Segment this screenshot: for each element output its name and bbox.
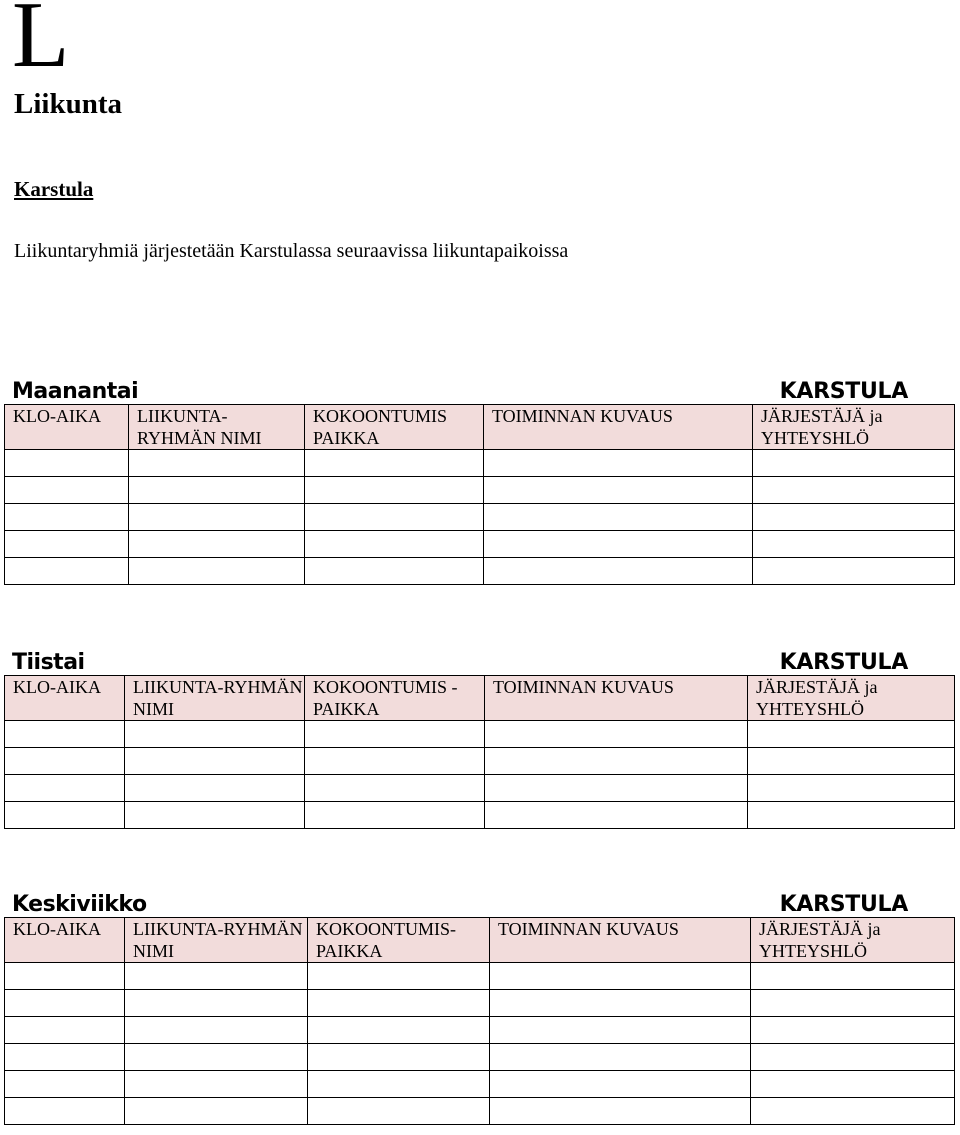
table-cell[interactable] xyxy=(308,1098,490,1125)
day-name: Keskiviikko xyxy=(12,892,147,917)
table-cell[interactable] xyxy=(125,721,305,748)
column-header-meeting-place: KOKOONTUMIS-PAIKKA xyxy=(308,918,490,963)
table-cell[interactable] xyxy=(125,1098,308,1125)
table-cell[interactable] xyxy=(125,1071,308,1098)
table-cell[interactable] xyxy=(305,748,485,775)
table-cell[interactable] xyxy=(490,1017,751,1044)
table-cell[interactable] xyxy=(485,748,748,775)
table-cell[interactable] xyxy=(751,1098,955,1125)
table-cell[interactable] xyxy=(484,504,753,531)
table-cell[interactable] xyxy=(5,1071,125,1098)
day-heading xyxy=(4,374,954,404)
table-cell[interactable] xyxy=(748,748,955,775)
table-cell[interactable] xyxy=(129,504,305,531)
table-cell[interactable] xyxy=(5,477,129,504)
table-row xyxy=(5,504,955,531)
table-cell[interactable] xyxy=(5,775,125,802)
day-section-monday xyxy=(4,374,954,585)
table-cell[interactable] xyxy=(753,477,955,504)
table-row xyxy=(5,748,955,775)
table-cell[interactable] xyxy=(753,504,955,531)
table-cell[interactable] xyxy=(5,1044,125,1071)
table-cell[interactable] xyxy=(129,558,305,585)
intro-text: Liikuntaryhmiä järjestetään Karstulassa seuraavissa liikuntapaikoissa xyxy=(14,240,569,262)
table-row xyxy=(5,531,955,558)
table-cell[interactable] xyxy=(751,990,955,1017)
town-name: KARSTULA xyxy=(779,650,908,675)
table-cell[interactable] xyxy=(308,1071,490,1098)
table-cell[interactable] xyxy=(753,558,955,585)
table-cell[interactable] xyxy=(490,990,751,1017)
table-cell[interactable] xyxy=(125,802,305,829)
table-cell[interactable] xyxy=(308,990,490,1017)
day-name: Tiistai xyxy=(12,650,85,675)
table-cell[interactable] xyxy=(305,558,484,585)
table-cell[interactable] xyxy=(5,721,125,748)
table-cell[interactable] xyxy=(484,531,753,558)
table-cell[interactable] xyxy=(308,963,490,990)
table-cell[interactable] xyxy=(5,963,125,990)
table-cell[interactable] xyxy=(5,1017,125,1044)
town-name: KARSTULA xyxy=(779,892,908,917)
table-cell[interactable] xyxy=(125,1017,308,1044)
column-header-group-name: LIIKUNTA-RYHMÄN NIMI xyxy=(129,405,305,450)
column-header-description: TOIMINNAN KUVAUS xyxy=(490,918,751,963)
column-header-description: TOIMINNAN KUVAUS xyxy=(484,405,753,450)
table-row xyxy=(5,990,955,1017)
table-cell[interactable] xyxy=(490,1044,751,1071)
column-header-time: KLO-AIKA xyxy=(5,918,125,963)
table-cell[interactable] xyxy=(129,477,305,504)
table-cell[interactable] xyxy=(751,1044,955,1071)
table-row xyxy=(5,775,955,802)
table-cell[interactable] xyxy=(5,450,129,477)
table-cell[interactable] xyxy=(5,531,129,558)
schedule-table xyxy=(4,404,955,585)
table-cell[interactable] xyxy=(5,748,125,775)
table-cell[interactable] xyxy=(484,477,753,504)
table-cell[interactable] xyxy=(129,450,305,477)
table-cell[interactable] xyxy=(125,990,308,1017)
table-cell[interactable] xyxy=(490,1098,751,1125)
table-cell[interactable] xyxy=(751,963,955,990)
column-header-meeting-place: KOKOONTUMIS -PAIKKA xyxy=(305,676,485,721)
page-title: Liikunta xyxy=(14,88,122,120)
column-header-organizer: JÄRJESTÄJÄ ja YHTEYSHLÖ xyxy=(753,405,955,450)
schedule-table xyxy=(4,675,955,829)
table-row xyxy=(5,1044,955,1071)
table-cell[interactable] xyxy=(305,802,485,829)
table-cell[interactable] xyxy=(5,558,129,585)
table-row xyxy=(5,477,955,504)
table-row xyxy=(5,721,955,748)
day-heading xyxy=(4,645,954,675)
place-heading: Karstula xyxy=(14,177,94,201)
table-cell[interactable] xyxy=(484,558,753,585)
table-cell[interactable] xyxy=(5,1098,125,1125)
table-cell[interactable] xyxy=(129,531,305,558)
column-header-group-name: LIIKUNTA-RYHMÄN NIMI xyxy=(125,676,305,721)
table-row xyxy=(5,802,955,829)
table-cell[interactable] xyxy=(748,775,955,802)
column-header-time: KLO-AIKA xyxy=(5,676,125,721)
day-heading xyxy=(4,887,954,917)
table-cell[interactable] xyxy=(5,990,125,1017)
column-header-description: TOIMINNAN KUVAUS xyxy=(485,676,748,721)
table-row xyxy=(5,450,955,477)
table-cell[interactable] xyxy=(308,1017,490,1044)
table-cell[interactable] xyxy=(305,531,484,558)
column-header-meeting-place: KOKOONTUMIS PAIKKA xyxy=(305,405,484,450)
table-row xyxy=(5,963,955,990)
table-cell[interactable] xyxy=(485,721,748,748)
table-cell[interactable] xyxy=(125,775,305,802)
table-row xyxy=(5,558,955,585)
column-header-time: KLO-AIKA xyxy=(5,405,129,450)
table-cell[interactable] xyxy=(485,802,748,829)
table-cell[interactable] xyxy=(751,1017,955,1044)
table-cell[interactable] xyxy=(305,775,485,802)
table-cell[interactable] xyxy=(484,450,753,477)
table-cell[interactable] xyxy=(305,450,484,477)
table-cell[interactable] xyxy=(748,721,955,748)
table-row xyxy=(5,1071,955,1098)
table-cell[interactable] xyxy=(125,963,308,990)
table-cell[interactable] xyxy=(753,450,955,477)
table-cell[interactable] xyxy=(748,802,955,829)
day-section-wednesday xyxy=(4,887,954,1125)
table-cell[interactable] xyxy=(5,802,125,829)
town-name: KARSTULA xyxy=(779,379,908,404)
table-cell[interactable] xyxy=(305,504,484,531)
table-cell[interactable] xyxy=(308,1044,490,1071)
table-cell[interactable] xyxy=(125,1044,308,1071)
column-header-organizer: JÄRJESTÄJÄ ja YHTEYSHLÖ xyxy=(751,918,955,963)
table-cell[interactable] xyxy=(490,1071,751,1098)
day-name: Maanantai xyxy=(12,379,139,404)
day-section-tuesday xyxy=(4,645,954,829)
table-cell[interactable] xyxy=(485,775,748,802)
table-row xyxy=(5,1017,955,1044)
column-header-organizer: JÄRJESTÄJÄ ja YHTEYSHLÖ xyxy=(748,676,955,721)
table-cell[interactable] xyxy=(5,504,129,531)
chapter-letter: L xyxy=(12,0,70,87)
table-cell[interactable] xyxy=(305,721,485,748)
table-row xyxy=(5,1098,955,1125)
schedule-table xyxy=(4,917,955,1125)
table-cell[interactable] xyxy=(305,477,484,504)
column-header-group-name: LIIKUNTA-RYHMÄN NIMI xyxy=(125,918,308,963)
table-cell[interactable] xyxy=(753,531,955,558)
table-cell[interactable] xyxy=(490,963,751,990)
table-cell[interactable] xyxy=(125,748,305,775)
table-cell[interactable] xyxy=(751,1071,955,1098)
